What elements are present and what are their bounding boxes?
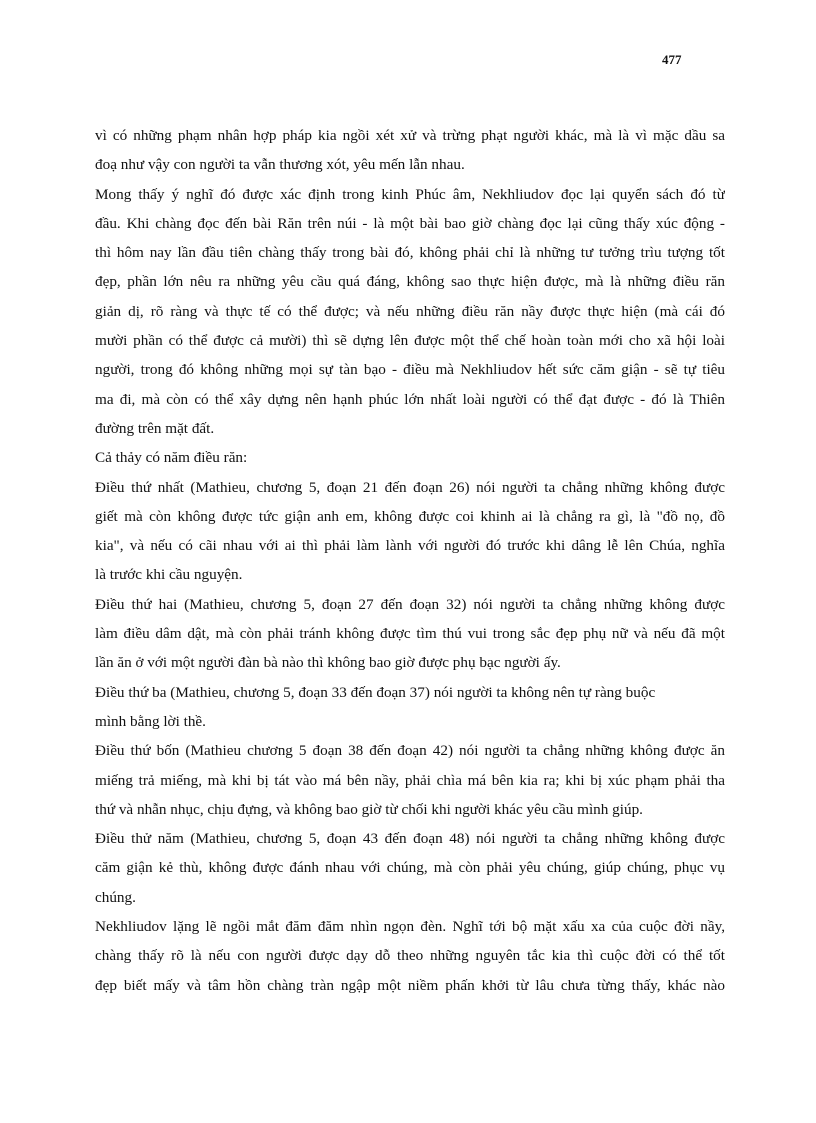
text-line: chúng. (95, 888, 136, 906)
document-body (95, 125, 725, 1004)
text-line: giản dị, rõ ràng và thực tế có thể được; và nếu những điều răn nầy được thực hiện (mà cái đó (95, 302, 725, 320)
text-line: mình bằng lời thề. (95, 712, 206, 730)
text-line: người, trong đó không những mọi sự tàn bạo - điều mà Nekhliudov hết sức căm giận - sẽ tự tiêu (95, 361, 725, 379)
text-line: Nekhliudov lặng lẽ ngồi mắt đăm đăm nhìn ngọn đèn. Nghĩ tới bộ mặt xấu xa của cuộc đời nầy, (95, 918, 725, 936)
text-line: Cả thảy có năm điều răn: (95, 449, 248, 467)
text-line: Điều thứ ba (Mathieu, chương 5, đoạn 33 đến đoạn 37) nói người ta không nên tự ràng buộc (95, 683, 656, 701)
text-line: Điều thứ hai (Mathieu, chương 5, đoạn 27 đến đoạn 32) nói người ta chẳng những không được (95, 595, 725, 613)
paragraph (95, 125, 725, 184)
text-line: Điều thứ nhất (Mathieu, chương 5, đoạn 21 đến đoạn 26) nói người ta chẳng những không được (95, 478, 725, 496)
paragraph (95, 682, 725, 741)
paragraph (95, 184, 725, 448)
text-line: thì hôm nay lần đầu tiên chàng thấy trong bài đó, không phải chỉ là những tư tưởng trìu tượng tốt (95, 244, 725, 262)
text-line: thứ và nhẫn nhục, chịu đựng, và không bao giờ từ chối khi người khác yêu cầu mình giúp. (95, 800, 643, 818)
text-line: căm giận kẻ thù, không được đánh nhau với chúng, mà còn phải yêu chúng, giúp chúng, phục vụ (95, 859, 725, 877)
text-line: Mong thấy ý nghĩ đó được xác định trong kinh Phúc âm, Nekhliudov đọc lại quyển sách đó từ (95, 185, 725, 203)
paragraph (95, 828, 725, 916)
text-line: đoạ như vậy con người ta vẫn thương xót, yêu mến lẫn nhau. (95, 156, 465, 174)
text-line: Điều thứ bốn (Mathieu chương 5 đoạn 38 đến đoạn 42) nói người ta chẳng những không được ăn (95, 742, 725, 760)
text-line: đẹp, phần lớn nêu ra những yêu cầu quá đáng, không sao thực hiện được, mà là những điều răn (95, 273, 725, 291)
page-number: 477 (662, 52, 682, 67)
paragraph (95, 740, 725, 828)
text-line: chàng thấy rõ là nếu con người được dạy dỗ theo những nguyên tắc kia thì cuộc đời có thể tốt (95, 947, 725, 965)
text-line: miếng trả miếng, mà khi bị tát vào má bên nầy, phải chìa má bên kia ra; khi bị xúc phạm phải tha (95, 771, 725, 789)
paragraph (95, 447, 725, 476)
text-line: là trước khi cầu nguyện. (95, 566, 243, 584)
text-line: đầu. Khi chàng đọc đến bài Răn trên núi - là một bài bao giờ chàng đọc lại cũng thấy xúc động - (95, 214, 725, 232)
paragraph (95, 916, 725, 1004)
text-line: vì có những phạm nhân hợp pháp kia ngồi xét xử và trừng phạt người khác, mà là vì mặc dầu sa (95, 127, 725, 144)
text-line: làm điều dâm dật, mà còn phải tránh không được tìm thú vui trong sắc đẹp phụ nữ và nếu đã một (95, 625, 725, 643)
text-line: Điều thử năm (Mathieu, chương 5, đoạn 43 đến đoạn 48) nói người ta chẳng những không được (95, 830, 725, 848)
text-line: kia", và nếu có cãi nhau với ai thì phải làm lành với người đó trước khi dâng lễ lên Chúa, nghĩa (95, 537, 725, 555)
paragraph (95, 594, 725, 682)
text-line: đường trên mặt đất. (95, 419, 215, 437)
text-line: giết mà còn không được tức giận anh em, không được coi khinh ai là chẳng ra gì, là "đồ nọ, đồ (95, 507, 725, 525)
text-line: mười phần có thể được cả mười) thì sẽ dựng lên được một thể chế hoàn toàn mới cho xã hội loài (95, 332, 725, 350)
text-line: ma đi, mà còn có thể xây dựng nên hạnh phúc lớn nhất loài người có thể đạt được - đó là Thiên (95, 390, 725, 408)
text-line: đẹp biết mấy và tâm hồn chàng tràn ngập một niềm phấn khởi từ lâu chưa từng thấy, khác nào (95, 976, 725, 994)
text-line: lần ăn ở với một người đàn bà nào thì không bao giờ được phụ bạc người ấy. (95, 654, 561, 672)
paragraph (95, 477, 725, 594)
